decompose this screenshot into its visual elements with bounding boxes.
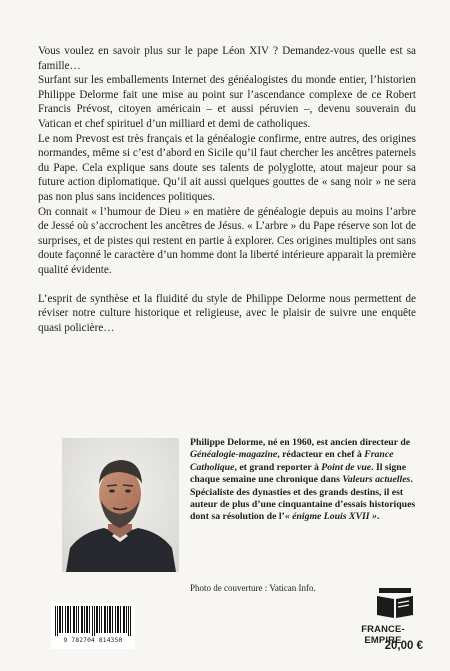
author-portrait: [62, 438, 179, 572]
blurb-paragraph-2: Surfant sur les emballements Internet des généalogistes du monde entier, l’historien Philippe Delorme fait une mise au point sur l’ascendance complexe de ce Robert Francis Prévost, citoyen américain – et aussi péruvien –, devenu souverain du Vatican et chef spirituel d’un milliard et demi de catholiques.: [38, 74, 416, 130]
bio-title-enigme-louis-xvii: « énigme Louis XVII »: [284, 511, 377, 523]
isbn-digits: 9 782704 814350: [63, 637, 123, 644]
blurb-paragraph-3: Le nom Prevost est très français et la généalogie confirme, entre autres, des origines normandes, même si c’est d’abord en Sicile qu’il faut chercher les ancêtres paternels du Pape. Cela explique sans doute ses talents de polyglotte, atout majeur pour sa future action diplomatique. Qu’il ait aussi quelques gouttes de « sang noir » ne sera pas non plus sans incidences politiques.: [38, 132, 416, 203]
bio-text: , rédacteur en chef à: [277, 449, 365, 461]
back-cover-blurb: [38, 44, 416, 335]
bio-text: .: [376, 511, 380, 523]
bio-text: , et grand reporter à: [234, 461, 322, 473]
book-price: 20,00 €: [384, 640, 423, 652]
book-logo-icon: [376, 588, 414, 620]
photo-credit: Photo de couverture : Vatican Info.: [190, 583, 316, 593]
author-bio: [190, 437, 418, 524]
bio-title-france-catholique: France Catholique: [190, 449, 394, 473]
bio-text: . Spécialiste des dynasties et des grands destins, il est auteur de plus d’une cinquantaine d’essais historiques dont sa résolution de l’: [190, 474, 416, 523]
blurb-paragraph-1: Vous voulez en savoir plus sur le pape Léon XIV ? Demandez-vous quelle est sa famille…: [38, 45, 416, 72]
bio-title-genealogie-magazine: Généalogie-magazine: [190, 449, 278, 461]
barcode-bars: [55, 606, 131, 636]
bio-text: Philippe Delorme, né en 1960, est ancien directeur de: [190, 437, 411, 448]
blurb-paragraph-4: On connait « l’humour de Dieu » en matière de généalogie depuis au moins l’arbre de Jessé où s’accrochent les ancêtres de Jésus. « L’arbre » du Pape réserve son lot de surprises, et de pistes qui restent en partie à explorer. Ces origines multiples ont sans doute façonné le caractère d’un homme dont la liberté intérieure apparait la première qualité évidente.: [38, 205, 416, 276]
publisher-name: FRANCE-EMPIRE: [361, 623, 405, 645]
isbn-barcode: [51, 603, 135, 649]
bio-title-point-de-vue: Point de vue: [321, 461, 372, 473]
bio-title-valeurs-actuelles: Valeurs actuelles: [342, 474, 411, 486]
blurb-paragraph-5: L’esprit de synthèse et la fluidité du style de Philippe Delorme nous permettent de réviser notre culture historique et religieuse, avec le plaisir de suivre une enquête quasi policière…: [38, 292, 416, 334]
bio-text: . Il signe chaque semaine une chronique dans: [190, 461, 407, 486]
